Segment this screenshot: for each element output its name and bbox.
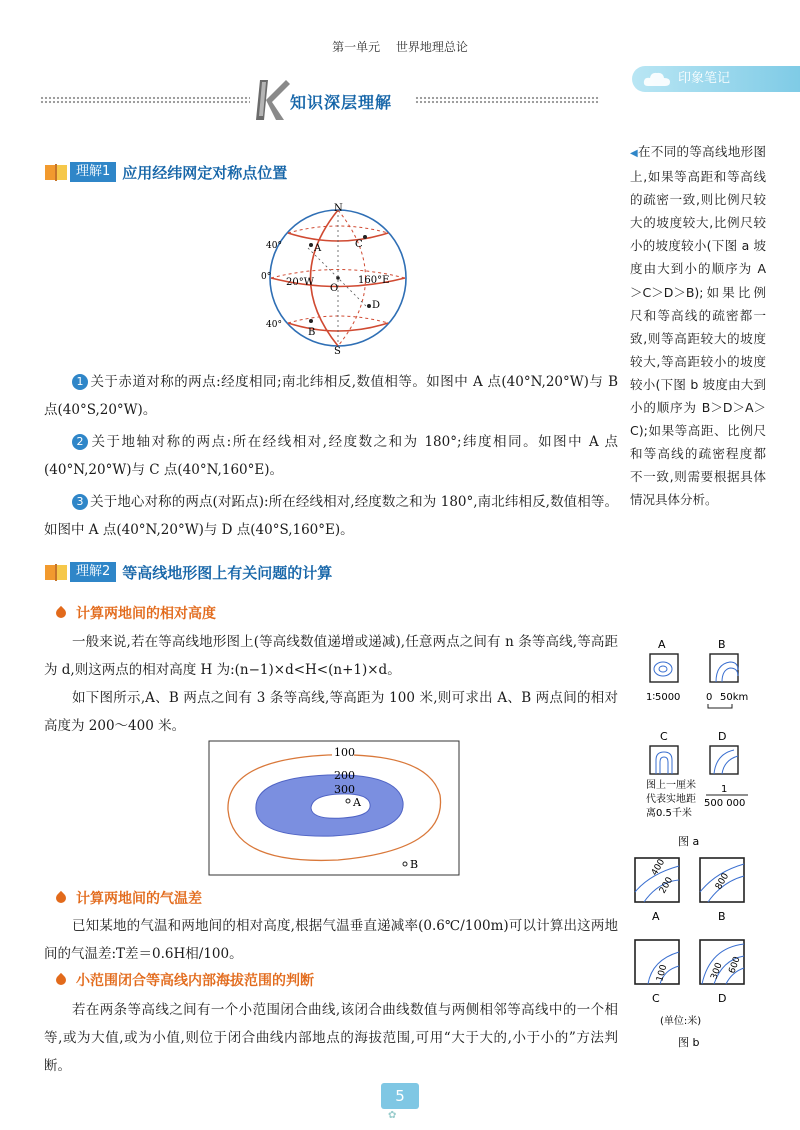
sub1-title: 计算两地间的相对高度 xyxy=(76,606,216,622)
sub1-paragraph-1: 一般来说,若在等高线地形图上(等高线数值递增或递减),任意两点之间有 n 条等高线,等高距为 d,则这两点的相对高度 H 为:(n−1)×d<H<(n+1)×d。 xyxy=(44,634,618,678)
sub3-title: 小范围闭合等高线内部海拔范围的判断 xyxy=(76,973,314,989)
fig-a-label-a: A xyxy=(658,638,666,651)
label-b: B xyxy=(308,327,316,338)
section1-title: 应用经纬网定对称点位置 xyxy=(122,163,288,182)
sub2-paragraph: 已知某地的气温和两地间的相对高度,根据气温垂直递减率(0.6℃/100m)可以计算出这两地间的气温差:T差＝0.6H相/100。 xyxy=(44,918,618,962)
item-number: 3 xyxy=(72,494,88,510)
sidebar-note xyxy=(630,140,766,512)
fig-b-unit: (单位:米) xyxy=(660,1016,702,1027)
contour-100-label: 100 xyxy=(334,746,355,759)
section2-title: 等高线地形图上有关问题的计算 xyxy=(122,563,333,582)
fig-a-scale-c-line2: 代表实地距 xyxy=(646,794,696,805)
leaf-bullet-icon xyxy=(54,606,68,620)
label-s: S xyxy=(334,346,341,357)
dotted-divider-right xyxy=(415,96,600,104)
label-lat40n: 40° xyxy=(266,241,282,251)
section2-tag: 理解2 xyxy=(70,562,116,582)
fig-a-label-d: D xyxy=(718,730,727,743)
item-number: 1 xyxy=(72,374,88,390)
section1-item-1 xyxy=(44,368,618,424)
cloud-icon xyxy=(642,69,672,89)
item-number: 2 xyxy=(72,434,88,450)
fig-b-label-b: B xyxy=(718,910,726,923)
label-160e: 160°E xyxy=(358,275,390,286)
fig-a-scale-a: 1∶5000 xyxy=(646,692,681,703)
label-lat40s: 40° xyxy=(266,320,282,330)
fig-b-a-400: 400 xyxy=(649,857,668,878)
fig-a-label-c: C xyxy=(660,730,668,743)
fig-b-label-c: C xyxy=(652,992,660,1005)
contour-300-label: 300 xyxy=(334,783,355,796)
triangle-left-icon: ◀ xyxy=(630,148,639,159)
sub3-paragraph: 若在两条等高线之间有一个小范围闭合曲线,该闭合曲线数值与两侧相邻等高线中的一个相等,或为大值,或为小值,则位于闭合曲线内部地点的海拔范围,可用“大于大的,小于小的”方法判断。 xyxy=(44,1002,618,1074)
label-20w: 20°W xyxy=(286,277,315,288)
sub2-heading xyxy=(56,888,202,908)
book-icon xyxy=(44,162,68,182)
sub3-heading xyxy=(56,970,314,990)
fig-b-label-a: A xyxy=(652,910,660,923)
section1-item-3 xyxy=(44,488,618,544)
page-header xyxy=(0,38,800,55)
contour-diagram xyxy=(208,740,460,876)
item-text: 关于地心对称的两点(对跖点):所在经线相对,经度数之和为 180°,南北纬相反,数值相等。如图中 A 点(40°N,20°W)与 D 点(40°S,160°E)。 xyxy=(44,494,618,538)
section-banner xyxy=(40,82,600,122)
fig-b-label-d: D xyxy=(718,992,727,1005)
fig-b-b-800: 800 xyxy=(713,871,732,892)
fig-a-scale-d-den: 500 000 xyxy=(704,798,746,809)
label-c: C xyxy=(355,239,363,250)
contour-200-label: 200 xyxy=(334,769,355,782)
subject-label: 世界地理总论 xyxy=(395,40,468,54)
label-d: D xyxy=(372,300,381,311)
point-a-label: A xyxy=(353,796,361,809)
fig-b-d-300: 300 xyxy=(709,961,725,982)
label-lat0: 0° xyxy=(261,272,272,282)
item-text: 关于赤道对称的两点:经度相同;南北纬相反,数值相等。如图中 A 点(40°N,20°W)与 B 点(40°S,20°W)。 xyxy=(44,374,618,418)
fig-a-scale-c-line3: 离0.5千米 xyxy=(646,808,692,819)
fig-b-caption: 图 b xyxy=(678,1036,700,1049)
fig-b-a-200: 200 xyxy=(657,875,676,896)
section1-tag: 理解1 xyxy=(70,162,116,182)
note-tab xyxy=(632,66,800,92)
dotted-divider-left xyxy=(40,96,250,104)
fig-a-scale-b-zero: 0 xyxy=(706,692,713,703)
banner-title: 知识深层理解 xyxy=(290,93,393,112)
note-tab-label: 印象笔记 xyxy=(678,71,731,86)
label-a: A xyxy=(314,243,322,254)
fig-a-caption: 图 a xyxy=(678,835,700,848)
fig-b-d-600: 600 xyxy=(727,955,743,976)
sub2-title: 计算两地间的气温差 xyxy=(76,891,202,907)
section2-header xyxy=(44,560,332,584)
label-n: N xyxy=(334,203,343,214)
fig-a-scale-b-value: 50km xyxy=(720,692,749,703)
leaf-bullet-icon xyxy=(54,973,68,987)
sub1-heading xyxy=(56,603,216,623)
fig-a-label-b: B xyxy=(718,638,726,651)
unit-label: 第一单元 xyxy=(332,40,381,54)
footer-ornament-icon: ✿ xyxy=(388,1110,397,1121)
fig-b-c-100: 100 xyxy=(655,963,670,983)
book-icon xyxy=(44,562,68,582)
leaf-bullet-icon xyxy=(54,891,68,905)
figure-b xyxy=(630,852,770,1052)
section1-header xyxy=(44,160,287,184)
item-text: 关于地轴对称的两点:所在经线相对,经度数之和为 180°;纬度相同。如图中 A 点(40°N,20°W)与 C 点(40°N,160°E)。 xyxy=(44,434,618,478)
section1-item-2 xyxy=(44,428,618,484)
fig-a-scale-c-line1: 图上一厘米 xyxy=(646,780,696,791)
point-b-label: B xyxy=(410,858,419,871)
fig-a-scale-d-num: 1 xyxy=(721,784,728,795)
globe-diagram xyxy=(258,203,418,358)
sidebar-text: 在不同的等高线地形图上,如果等高距和等高线的疏密一致,则比例尺较大的坡度较大,比例尺较小的坡度较小(下图 a 坡度由大到小的顺序为 A＞C＞D＞B);如果比例尺和等高线的疏密都一致,则等高距较大的坡度较大,等高距较小的坡度较小(下图 b 坡度由大到小的顺序为 B＞D＞A＞C);如果等高距、比例尺和等高线的疏密程度都不一致,则需要根据具体情况具体分析。 xyxy=(630,144,766,508)
figure-a xyxy=(630,636,770,850)
label-o: O xyxy=(330,283,339,294)
k-letter-logo xyxy=(252,76,292,124)
sub1-paragraph-2: 如下图所示,A、B 两点之间有 3 条等高线,等高距为 100 米,则可求出 A、B 两点间的相对高度为 200～400 米。 xyxy=(44,690,618,734)
page-number: 5 xyxy=(381,1083,419,1109)
